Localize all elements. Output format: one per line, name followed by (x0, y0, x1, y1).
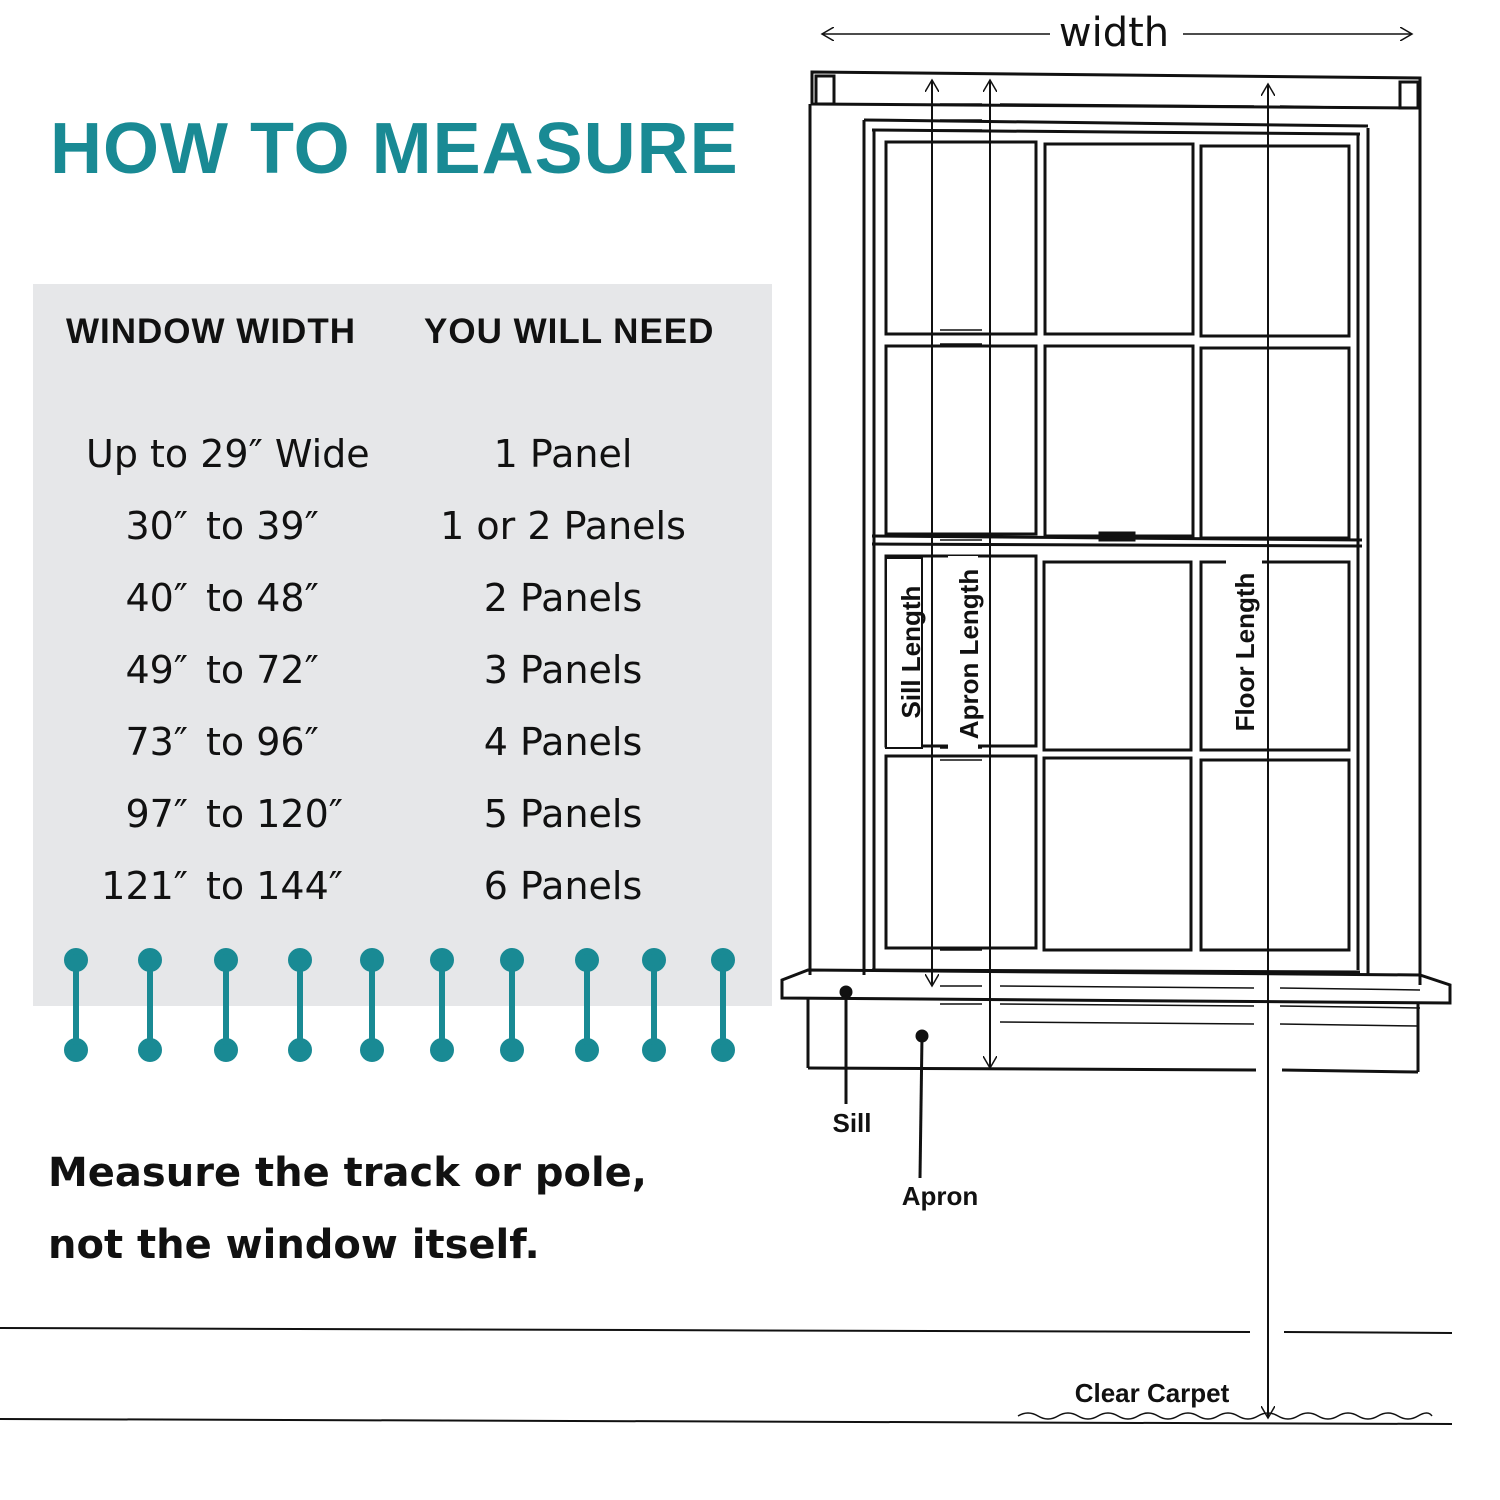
page-title: HOW TO MEASURE (50, 109, 739, 189)
header-window-width: WINDOW WIDTH (66, 312, 356, 351)
width-from: 97″ (125, 792, 188, 836)
floor (0, 1328, 1452, 1424)
apron-length-label: Apron Length (954, 568, 984, 740)
width-to: to 96″ (206, 720, 319, 764)
floor-length-label: Floor Length (1230, 572, 1260, 732)
width-from: 30″ (125, 504, 188, 548)
panels-needed: 4 Panels (483, 720, 643, 764)
clear-carpet-label: Clear Carpet (1074, 1378, 1230, 1408)
panels-needed: 2 Panels (483, 576, 643, 620)
width-range: Up to 29″ Wide (86, 432, 370, 476)
width-to: to 120″ (206, 792, 343, 836)
width-label: width (1058, 10, 1170, 56)
instruction-line-2: not the window itself. (48, 1222, 540, 1268)
panels-needed: 6 Panels (483, 864, 643, 908)
apron-label: Apron (901, 1181, 979, 1211)
width-to: to 144″ (206, 864, 343, 908)
panels-needed: 1 or 2 Panels (440, 504, 686, 548)
width-from: 121″ (101, 864, 188, 908)
panels-needed: 3 Panels (483, 648, 643, 692)
window-frame (782, 72, 1450, 1072)
header-you-will-need: YOU WILL NEED (424, 312, 715, 351)
sill-label: Sill (832, 1108, 872, 1138)
width-from: 40″ (125, 576, 188, 620)
width-to: to 72″ (206, 648, 319, 692)
sill-length-label: Sill Length (896, 585, 926, 719)
width-from: 49″ (125, 648, 188, 692)
instruction-line-1: Measure the track or pole, (48, 1150, 648, 1196)
width-to: to 48″ (206, 576, 319, 620)
width-from: 73″ (125, 720, 188, 764)
panels-needed: 5 Panels (483, 792, 643, 836)
width-to: to 39″ (206, 504, 319, 548)
panels-needed: 1 Panel (493, 432, 633, 476)
